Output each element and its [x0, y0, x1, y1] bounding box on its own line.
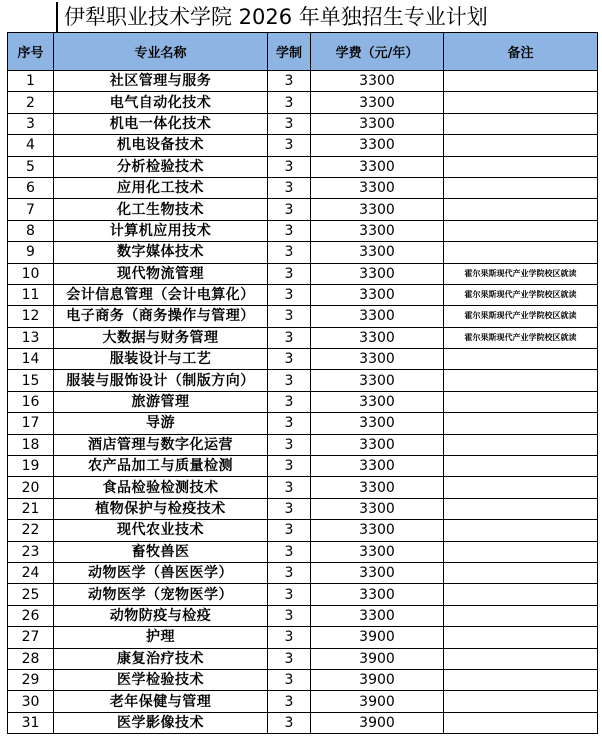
cell-remarks	[444, 71, 598, 92]
cell-duration: 3	[268, 669, 311, 690]
table-row	[8, 242, 598, 263]
cell-serial: 6	[8, 177, 54, 198]
table-row	[8, 220, 598, 241]
cell-serial: 7	[8, 199, 54, 220]
table-row	[8, 391, 598, 412]
cell-major-name: 机电设备技术	[54, 135, 268, 156]
cell-duration: 3	[268, 92, 311, 113]
table-row	[8, 306, 598, 327]
cell-major-name: 数字媒体技术	[54, 242, 268, 263]
cell-duration: 3	[268, 477, 311, 498]
cell-remarks	[444, 413, 598, 434]
cell-major-name: 医学影像技术	[54, 712, 268, 733]
cell-tuition: 3900	[311, 648, 444, 669]
cell-major-name: 会计信息管理（会计电算化）	[54, 284, 268, 305]
enrollment-plan-table	[7, 32, 598, 734]
cell-duration: 3	[268, 220, 311, 241]
cell-serial: 17	[8, 413, 54, 434]
table-row	[8, 177, 598, 198]
cell-serial: 8	[8, 220, 54, 241]
table-row	[8, 562, 598, 583]
cell-tuition: 3300	[311, 349, 444, 370]
cell-major-name: 服装与服饰设计（制版方向）	[54, 370, 268, 391]
cell-duration: 3	[268, 242, 311, 263]
table-row	[8, 263, 598, 284]
cell-duration: 3	[268, 156, 311, 177]
cell-serial: 22	[8, 520, 54, 541]
cell-serial: 3	[8, 113, 54, 134]
table-row	[8, 71, 598, 92]
cell-remarks	[444, 562, 598, 583]
cell-serial: 16	[8, 391, 54, 412]
cell-remarks: 霍尔果斯现代产业学院校区就读	[444, 263, 598, 284]
cell-tuition: 3300	[311, 71, 444, 92]
cell-remarks: 霍尔果斯现代产业学院校区就读	[444, 284, 598, 305]
cell-serial: 14	[8, 349, 54, 370]
cell-remarks	[444, 92, 598, 113]
cell-major-name: 畜牧兽医	[54, 541, 268, 562]
table-row	[8, 477, 598, 498]
cell-remarks	[444, 498, 598, 519]
cell-serial: 9	[8, 242, 54, 263]
cell-duration: 3	[268, 370, 311, 391]
cell-duration: 3	[268, 456, 311, 477]
table-row	[8, 498, 598, 519]
cell-major-name: 化工生物技术	[54, 199, 268, 220]
cell-major-name: 动物防疫与检疫	[54, 605, 268, 626]
table-row	[8, 434, 598, 455]
cell-major-name: 老年保健与管理	[54, 691, 268, 712]
cell-serial: 15	[8, 370, 54, 391]
cell-serial: 11	[8, 284, 54, 305]
cell-remarks	[444, 220, 598, 241]
cell-remarks	[444, 691, 598, 712]
cell-duration: 3	[268, 648, 311, 669]
table-row	[8, 413, 598, 434]
table-row	[8, 370, 598, 391]
cell-duration: 3	[268, 541, 311, 562]
cell-remarks	[444, 477, 598, 498]
cell-duration: 3	[268, 177, 311, 198]
cell-remarks	[444, 113, 598, 134]
cell-duration: 3	[268, 712, 311, 733]
cell-remarks	[444, 156, 598, 177]
cell-remarks	[444, 135, 598, 156]
cell-major-name: 旅游管理	[54, 391, 268, 412]
cell-duration: 3	[268, 413, 311, 434]
table-row	[8, 669, 598, 690]
cell-serial: 19	[8, 456, 54, 477]
cell-tuition: 3900	[311, 691, 444, 712]
table-row	[8, 349, 598, 370]
cell-major-name: 现代物流管理	[54, 263, 268, 284]
cell-serial: 5	[8, 156, 54, 177]
cell-duration: 3	[268, 498, 311, 519]
cell-remarks: 霍尔果斯现代产业学院校区就读	[444, 306, 598, 327]
cell-major-name: 食品检验检测技术	[54, 477, 268, 498]
cell-remarks	[444, 242, 598, 263]
cell-major-name: 护理	[54, 627, 268, 648]
cell-major-name: 应用化工技术	[54, 177, 268, 198]
cell-duration: 3	[268, 520, 311, 541]
cell-remarks	[444, 349, 598, 370]
header-remarks: 备注	[444, 33, 598, 71]
cell-major-name: 电气自动化技术	[54, 92, 268, 113]
cell-tuition: 3300	[311, 584, 444, 605]
cell-tuition: 3300	[311, 220, 444, 241]
cell-remarks	[444, 605, 598, 626]
cell-serial: 24	[8, 562, 54, 583]
table-row	[8, 92, 598, 113]
table-row	[8, 284, 598, 305]
cell-duration: 3	[268, 284, 311, 305]
cell-tuition: 3900	[311, 712, 444, 733]
cell-major-name: 电子商务（商务操作与管理）	[54, 306, 268, 327]
cell-remarks	[444, 648, 598, 669]
cell-duration: 3	[268, 113, 311, 134]
cell-duration: 3	[268, 562, 311, 583]
cell-duration: 3	[268, 349, 311, 370]
cell-serial: 28	[8, 648, 54, 669]
cell-serial: 29	[8, 669, 54, 690]
cell-serial: 27	[8, 627, 54, 648]
cell-duration: 3	[268, 691, 311, 712]
cell-tuition: 3300	[311, 177, 444, 198]
cell-duration: 3	[268, 71, 311, 92]
table-row	[8, 605, 598, 626]
cell-duration: 3	[268, 584, 311, 605]
cell-serial: 20	[8, 477, 54, 498]
cell-serial: 4	[8, 135, 54, 156]
cell-serial: 12	[8, 306, 54, 327]
cell-major-name: 分析检验技术	[54, 156, 268, 177]
cell-duration: 3	[268, 199, 311, 220]
cell-major-name: 康复治疗技术	[54, 648, 268, 669]
cell-remarks: 霍尔果斯现代产业学院校区就读	[444, 327, 598, 348]
table-row	[8, 135, 598, 156]
cell-tuition: 3300	[311, 413, 444, 434]
cell-duration: 3	[268, 263, 311, 284]
cell-duration: 3	[268, 391, 311, 412]
table-row	[8, 627, 598, 648]
cell-serial: 13	[8, 327, 54, 348]
cell-remarks	[444, 584, 598, 605]
cell-serial: 18	[8, 434, 54, 455]
cell-duration: 3	[268, 434, 311, 455]
cell-remarks	[444, 456, 598, 477]
header-duration: 学制	[268, 33, 311, 71]
cell-major-name: 农产品加工与质量检测	[54, 456, 268, 477]
cell-serial: 21	[8, 498, 54, 519]
cell-major-name: 计算机应用技术	[54, 220, 268, 241]
header-tuition: 学费（元/年）	[311, 33, 444, 71]
cell-tuition: 3300	[311, 541, 444, 562]
cell-major-name: 机电一体化技术	[54, 113, 268, 134]
table-row	[8, 648, 598, 669]
cell-tuition: 3300	[311, 327, 444, 348]
cell-major-name: 现代农业技术	[54, 520, 268, 541]
cell-tuition: 3300	[311, 391, 444, 412]
cell-remarks	[444, 712, 598, 733]
cell-duration: 3	[268, 327, 311, 348]
table-row	[8, 584, 598, 605]
cell-serial: 30	[8, 691, 54, 712]
table-header-row	[8, 33, 598, 71]
cell-tuition: 3300	[311, 135, 444, 156]
cell-remarks	[444, 370, 598, 391]
cell-serial: 1	[8, 71, 54, 92]
cell-remarks	[444, 391, 598, 412]
cell-remarks	[444, 669, 598, 690]
cell-tuition: 3300	[311, 477, 444, 498]
table-row	[8, 691, 598, 712]
cell-serial: 31	[8, 712, 54, 733]
cell-remarks	[444, 177, 598, 198]
cell-major-name: 导游	[54, 413, 268, 434]
cell-duration: 3	[268, 135, 311, 156]
cell-remarks	[444, 199, 598, 220]
table-row	[8, 541, 598, 562]
cell-tuition: 3300	[311, 113, 444, 134]
cell-tuition: 3900	[311, 669, 444, 690]
cell-duration: 3	[268, 627, 311, 648]
cell-tuition: 3300	[311, 520, 444, 541]
cell-tuition: 3300	[311, 498, 444, 519]
header-major-name: 专业名称	[54, 33, 268, 71]
cell-major-name: 植物保护与检疫技术	[54, 498, 268, 519]
cell-tuition: 3300	[311, 284, 444, 305]
cell-tuition: 3300	[311, 306, 444, 327]
table-row	[8, 113, 598, 134]
header-serial: 序号	[8, 33, 54, 71]
cell-remarks	[444, 520, 598, 541]
cell-tuition: 3300	[311, 156, 444, 177]
table-row	[8, 520, 598, 541]
cell-major-name: 大数据与财务管理	[54, 327, 268, 348]
cell-remarks	[444, 627, 598, 648]
cell-tuition: 3300	[311, 562, 444, 583]
cell-tuition: 3300	[311, 370, 444, 391]
cell-serial: 2	[8, 92, 54, 113]
cell-serial: 26	[8, 605, 54, 626]
cell-serial: 23	[8, 541, 54, 562]
cell-serial: 10	[8, 263, 54, 284]
table-row	[8, 712, 598, 733]
cell-remarks	[444, 541, 598, 562]
cell-tuition: 3300	[311, 199, 444, 220]
cell-tuition: 3300	[311, 434, 444, 455]
cell-tuition: 3300	[311, 242, 444, 263]
table-row	[8, 199, 598, 220]
table-row	[8, 156, 598, 177]
cell-duration: 3	[268, 306, 311, 327]
table-row	[8, 456, 598, 477]
cell-major-name: 医学检验技术	[54, 669, 268, 690]
cell-major-name: 动物医学（宠物医学）	[54, 584, 268, 605]
cell-duration: 3	[268, 605, 311, 626]
cell-tuition: 3300	[311, 92, 444, 113]
cell-remarks	[444, 434, 598, 455]
cell-major-name: 服装设计与工艺	[54, 349, 268, 370]
cell-major-name: 酒店管理与数字化运营	[54, 434, 268, 455]
page-title: 伊犁职业技术学院 2026 年单独招生专业计划	[56, 2, 488, 32]
table-row	[8, 327, 598, 348]
cell-serial: 25	[8, 584, 54, 605]
cell-tuition: 3300	[311, 605, 444, 626]
cell-tuition: 3300	[311, 263, 444, 284]
cell-major-name: 动物医学（兽医医学）	[54, 562, 268, 583]
cell-major-name: 社区管理与服务	[54, 71, 268, 92]
cell-tuition: 3300	[311, 456, 444, 477]
cell-tuition: 3900	[311, 627, 444, 648]
